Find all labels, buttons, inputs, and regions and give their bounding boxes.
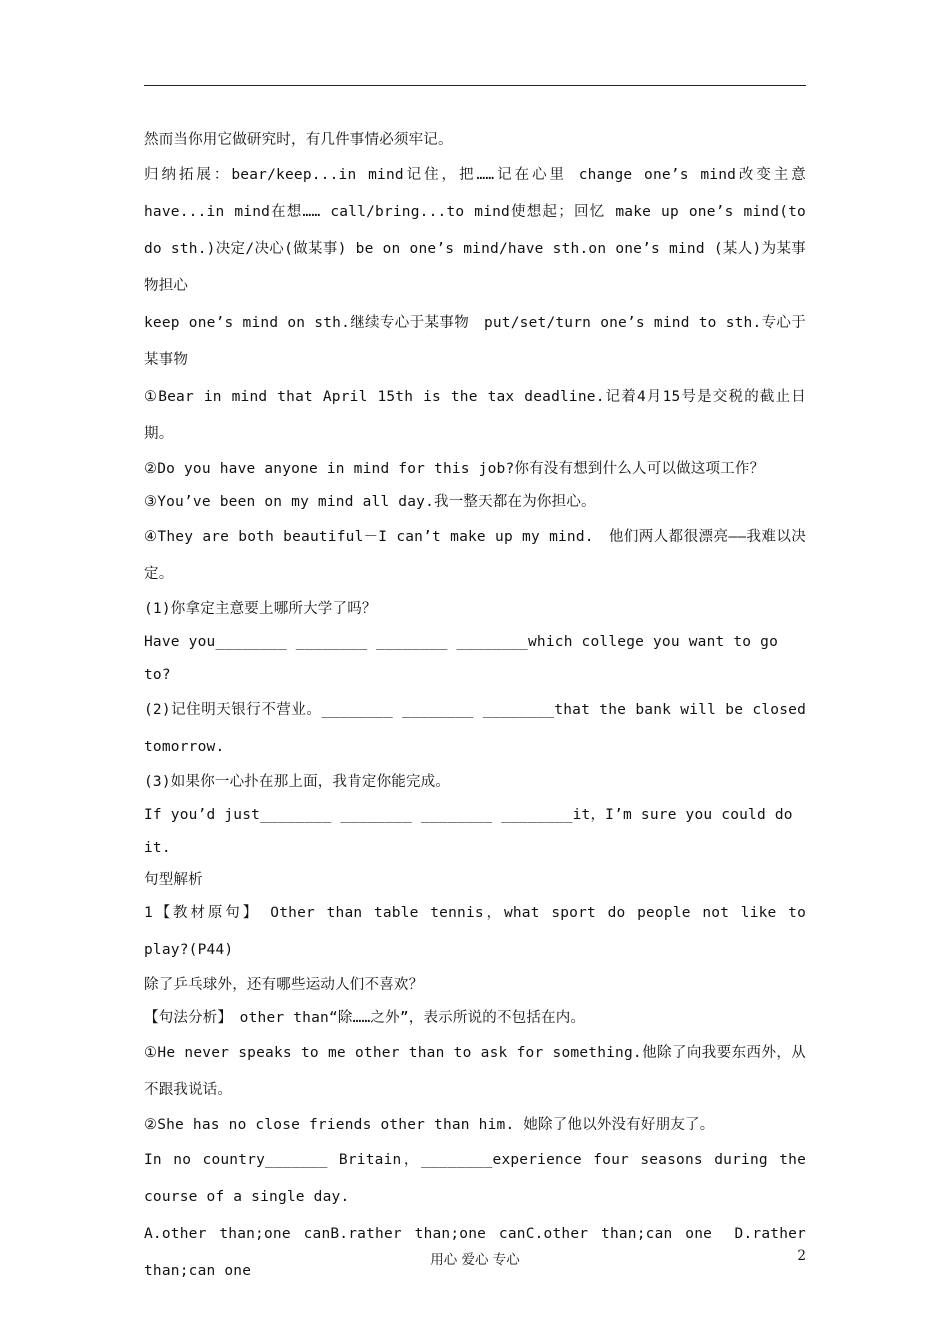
header-rule — [144, 85, 806, 86]
section-heading: 句型解析 — [144, 872, 203, 888]
example-3: ③You’ve been on my mind all day.我一整天都在为你担心。 — [144, 494, 596, 510]
footer-motto: 用心 爱心 专心 — [430, 1252, 520, 1268]
exercise-3-prompt: (3)如果你一心扑在那上面，我肯定你能完成。 — [144, 774, 451, 790]
textbook-translation: 除了乒乓球外，还有哪些运动人们不喜欢？ — [144, 977, 424, 993]
question-stem: In no country_______ Britain，________experience four seasons during the course of a single day. — [144, 1152, 806, 1205]
page-number: 2 — [797, 1248, 806, 1264]
example-4: ④They are both beautiful－I can’t make up my mind. 他们两人都很漂亮——我难以决定。 — [144, 529, 806, 582]
exercise-1-prompt: (1)你拿定主意要上哪所大学了吗？ — [144, 601, 377, 617]
question-options: A.other than;one canB.rather than;one canC.other than;can one D.rather than;can one — [144, 1226, 806, 1279]
exercise-2: (2)记住明天银行不营业。________ ________ ________that the bank will be closed tomorrow. — [144, 702, 806, 755]
syntax-analysis: 【句法分析】 other than“除……之外”，表示所说的不包括在内。 — [144, 1010, 586, 1026]
paragraph-summary: 归纳拓展：bear/keep...in mind记住，把……记在心里 change one’s mind改变主意 have...in mind在想…… call/bring...to mind使想起；回忆 make up one’s mind(to do sth.)决定/决心(做某事) be on one’s mind/have sth.on one’s mind (某人)为某事物担心 — [144, 167, 806, 294]
syntax-example-1: ①He never speaks to me other than to ask for something.他除了向我要东西外，从不跟我说话。 — [144, 1045, 806, 1098]
exercise-3-blank: If you’d just________ ________ ________ ________it，I’m sure you could do it. — [144, 807, 793, 856]
example-2: ②Do you have anyone in mind for this job?你有没有想到什么人可以做这项工作？ — [144, 461, 765, 477]
textbook-sentence: 1【教材原句】 Other than table tennis，what sport do people not like to play?(P44) — [144, 905, 806, 958]
exercise-1-blank: Have you________ ________ ________ ________which college you want to go to? — [144, 634, 779, 683]
paragraph-intro: 然而当你用它做研究时，有几件事情必须牢记。 — [144, 132, 453, 148]
paragraph-keep-mind: keep one’s mind on sth.继续专心于某事物 put/set/turn one’s mind to sth.专心于某事物 — [144, 315, 806, 368]
syntax-example-2: ②She has no close friends other than him. 她除了他以外没有好朋友了。 — [144, 1117, 715, 1133]
page-footer — [0, 1248, 950, 1268]
example-1: ①Bear in mind that April 15th is the tax deadline.记着4月15号是交税的截止日期。 — [144, 389, 806, 442]
document-body — [144, 124, 806, 1290]
